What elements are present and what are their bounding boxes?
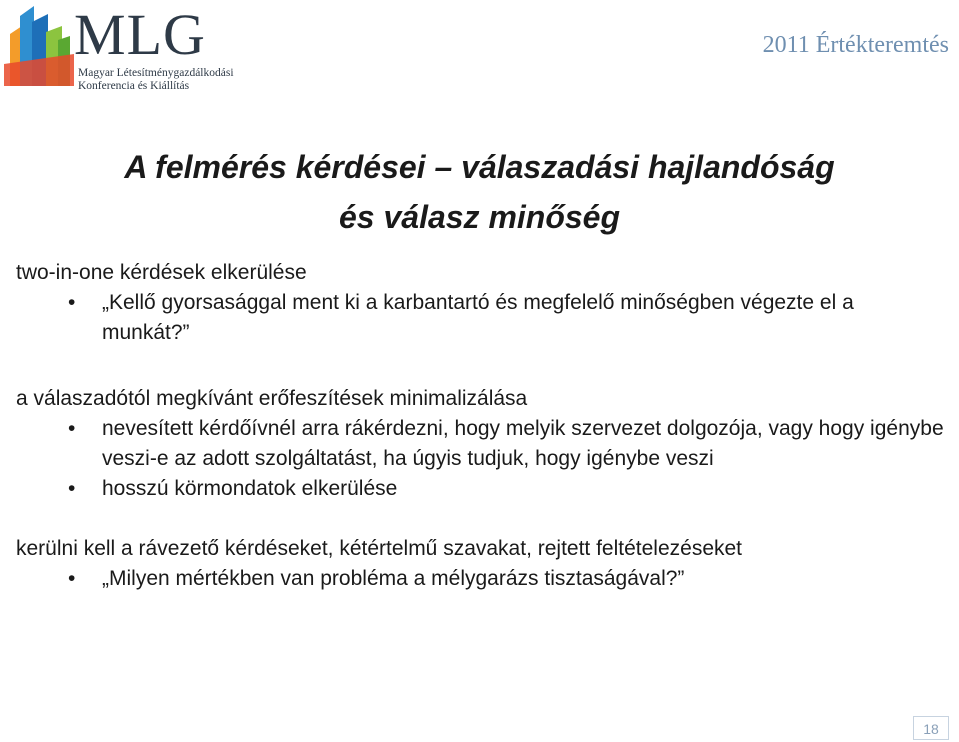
logo-emblem-icon [4,4,76,88]
section-effort [16,384,946,504]
bullet-list [16,414,946,504]
section-heading: two-in-one kérdések elkerülése [16,261,307,284]
section-leading-questions [16,534,946,594]
list-item: • „Milyen mértékben van probléma a mélygarázs tisztaságával?” [16,564,946,594]
logo-subtitle-line2: Konferencia és Kiállítás [78,80,190,92]
bullet-list [16,564,946,594]
slide-title [0,142,959,242]
mlg-logo [4,4,254,90]
bullet-list [16,288,946,348]
section-heading: kerülni kell a rávezető kérdéseket, kétértelmű szavakat, rejtett feltételezéseket [16,537,743,560]
section-heading: a válaszadótól megkívánt erőfeszítések minimalizálása [16,387,528,410]
page-number: 18 [913,716,949,740]
slide-title-line2: és válasz minőség [338,199,621,235]
logo-wordmark: MLG [74,2,206,67]
logo-subtitle-line1: Magyar Létesítménygazdálkodási [78,67,234,79]
list-item: • hosszú körmondatok elkerülése [16,474,946,504]
list-item: • nevesített kérdőívnél arra rákérdezni, hogy melyik szervezet dolgozója, vagy hogy igénybe veszi-e az adott szolgáltatást, ha úgyis tudjuk, hogy igénybe veszi [16,414,946,474]
slide-title-line1: A felmérés kérdései – válaszadási hajlandóság [124,149,835,185]
list-item: • „Kellő gyorsasággal ment ki a karbantartó és megfelelő minőségben végezte el a munkát?” [16,288,946,348]
section-two-in-one [16,258,946,348]
header-tagline: 2011 Értékteremtés [762,32,949,58]
slide-body [16,258,946,594]
